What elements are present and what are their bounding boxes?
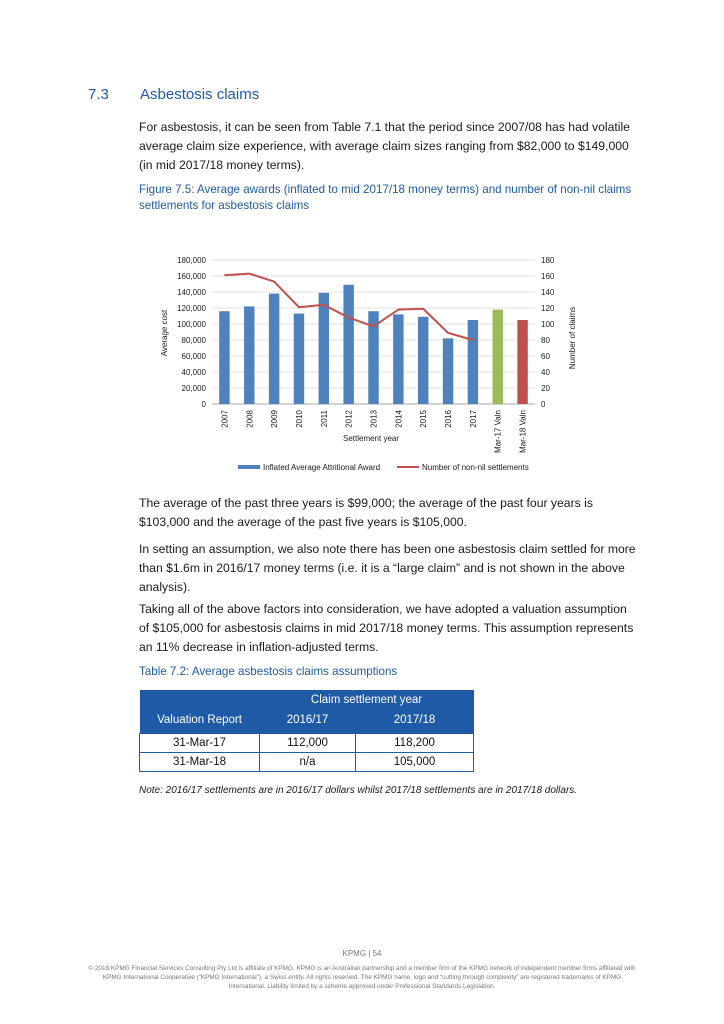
average-awards-chart	[150, 248, 577, 480]
y2-tick-label: 40	[541, 368, 550, 377]
y2-tick-label: 20	[541, 384, 550, 393]
legend	[238, 463, 529, 472]
bar-2014	[393, 314, 403, 404]
y2-tick-label: 180	[541, 256, 555, 265]
table-row	[140, 734, 474, 753]
bar-2007	[219, 311, 229, 404]
x-tick-label: 2007	[220, 410, 230, 428]
table-header-spacer	[140, 690, 260, 710]
x-tick-label: 2017	[468, 410, 478, 428]
table-header-cell: 2017/18	[356, 710, 474, 734]
table-header-cell: 2016/17	[260, 710, 356, 734]
x-tick-label: Mar-18 Valn	[518, 410, 528, 453]
y-tick-label: 100,000	[177, 320, 206, 329]
y2-tick-label: 0	[541, 400, 546, 409]
y-tick-label: 180,000	[177, 256, 206, 265]
table-cell: n/a	[260, 753, 356, 772]
y2-tick-label: 80	[541, 336, 550, 345]
y2-tick-label: 160	[541, 272, 555, 281]
table-row	[140, 753, 474, 772]
table-note: Note: 2016/17 settlements are in 2016/17 dollars whilst 2017/18 settlements are in 2017/18 dollars.	[139, 785, 578, 796]
figure-caption: Figure 7.5: Average awards (inflated to mid 2017/18 money terms) and number of non-nil claims settlements for asbestosis claims	[139, 183, 632, 212]
section-title: Asbestosis claims	[140, 86, 260, 103]
x-tick-label: Mar-17 Valn	[493, 410, 503, 453]
y2-tick-label: 100	[541, 320, 555, 329]
y2-tick-label: 120	[541, 304, 555, 313]
y-tick-label: 120,000	[177, 304, 206, 313]
bar-mar-18-valn	[517, 320, 527, 404]
bar-2012	[343, 285, 353, 404]
bar-2016	[443, 338, 453, 404]
table-group-header-row	[140, 690, 474, 710]
bar-2015	[418, 317, 428, 404]
intro-paragraph: For asbestosis, it can be seen from Table 7.1 that the period since 2007/08 has had volatile average claim size experience, with average claim sizes ranging from $82,000 to $149,000 (in mid 2017/18 money terms).	[139, 120, 630, 172]
y-tick-label: 160,000	[177, 272, 206, 281]
y2-axis-label: Number of claims	[568, 306, 577, 370]
bar-mar-17-valn	[493, 310, 503, 404]
footer-legal: © 2018 KPMG Financial Services Consulting Pty Ltd is affiliate of KPMG. KPMG is an Australian partnership and a member firm of the KPMG network of independent member firms affiliated with KPMG International Cooperative (“KPMG International”), a Swiss entity. All rights reserved. The KPMG name, logo and “cutting through complexity” are registered trademarks of KPMG International. Liability limited by a scheme approved under Professional Standards Legislation.	[88, 965, 636, 990]
table-cell: 31-Mar-17	[140, 734, 260, 753]
table-cell: 112,000	[260, 734, 356, 753]
table-caption: Table 7.2: Average asbestosis claims assumptions	[139, 665, 398, 678]
legend-bar-swatch	[238, 465, 260, 469]
bar-2017	[468, 320, 478, 404]
x-tick-label: 2013	[369, 410, 379, 428]
y-tick-label: 60,000	[181, 352, 206, 361]
y-tick-label: 40,000	[181, 368, 206, 377]
x-tick-label: 2010	[294, 410, 304, 428]
table-header-row	[140, 710, 474, 734]
x-tick-label: 2014	[394, 410, 404, 428]
page-number: KPMG | 54	[342, 949, 382, 958]
x-tick-label: 2012	[344, 410, 354, 428]
paragraph-averages: The average of the past three years is $99,000; the average of the past four years is $103,000 and the average of the past five years is $105,000.	[139, 496, 593, 529]
table-cell: 31-Mar-18	[140, 753, 260, 772]
assumptions-table	[139, 690, 474, 772]
section-number: 7.3	[88, 86, 109, 103]
x-tick-label: 2016	[444, 410, 454, 428]
x-tick-label: 2011	[319, 410, 329, 428]
bar-2008	[244, 306, 254, 404]
table-cell: 118,200	[356, 734, 474, 753]
bar-2010	[294, 314, 304, 404]
y-tick-label: 20,000	[181, 384, 206, 393]
x-tick-label: 2015	[419, 410, 429, 428]
x-tick-label: 2008	[245, 410, 255, 428]
y2-tick-label: 60	[541, 352, 550, 361]
table-header-cell: Valuation Report	[140, 710, 260, 734]
paragraph-assumption: Taking all of the above factors into consideration, we have adopted a valuation assumption of $105,000 for asbestosis claims in mid 2017/18 money terms. This assumption represents an 11% decrease in inflation-adjusted terms.	[139, 602, 634, 654]
section-heading	[88, 86, 259, 103]
y-tick-label: 140,000	[177, 288, 206, 297]
legend-bar-label: Inflated Average Attritional Award	[263, 463, 381, 472]
x-tick-label: 2009	[270, 410, 280, 428]
y-tick-label: 80,000	[181, 336, 206, 345]
y2-tick-label: 140	[541, 288, 555, 297]
x-axis-label: Settlement year	[342, 434, 400, 443]
legend-line-label: Number of non-nil settlements	[422, 463, 529, 472]
bar-2011	[319, 293, 329, 404]
bar-2009	[269, 294, 279, 404]
paragraph-large-claim: In setting an assumption, we also note there has been one asbestosis claim settled for more than $1.6m in 2016/17 money terms (i.e. it is a “large claim” and is not shown in the above analysis).	[139, 542, 636, 594]
table-group-header: Claim settlement year	[260, 690, 474, 710]
y-axis-label: Average cost	[160, 309, 169, 357]
table-cell: 105,000	[356, 753, 474, 772]
y-tick-label: 0	[201, 400, 206, 409]
